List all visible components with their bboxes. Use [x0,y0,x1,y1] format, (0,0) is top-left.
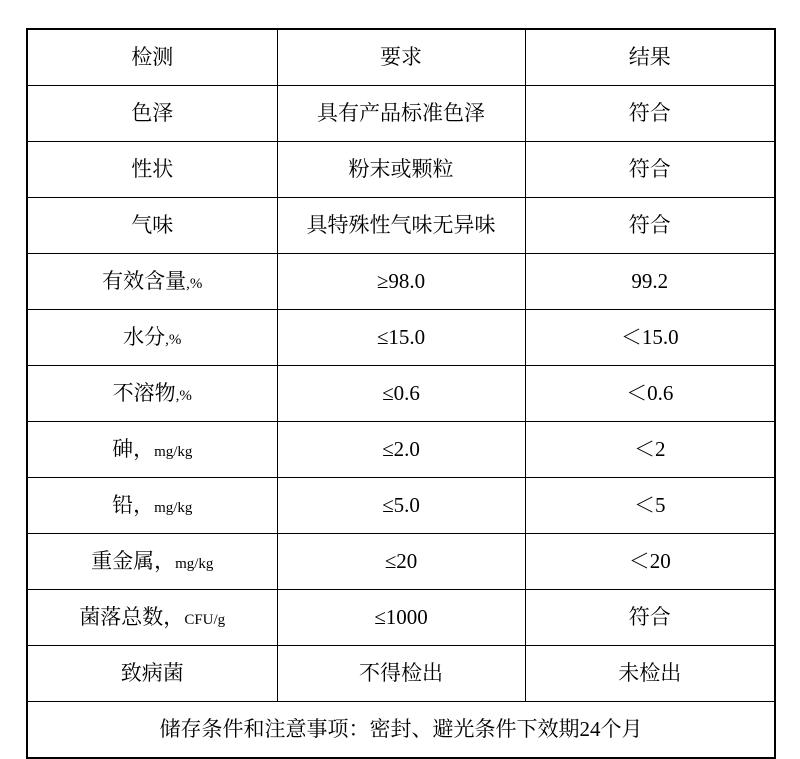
cell-item-unit: mg/kg [154,443,193,460]
table-row [27,142,775,198]
cell-item-unit: mg/kg [154,499,193,516]
table-row [27,478,775,534]
cell-item-text: 有效含量 [102,268,187,293]
cell-requirement: 不得检出 [277,646,525,702]
cell-item-unit: ,% [175,387,192,404]
table-row [27,590,775,646]
cell-item-text: 色泽 [131,100,174,125]
cell-item-text: 不溶物 [112,380,176,405]
table-row [27,366,775,422]
cell-result: ＜20 [525,534,775,590]
table-row [27,198,775,254]
cell-requirement: 具特殊性气味无异味 [277,198,525,254]
cell-requirement: ≥98.0 [277,254,525,310]
table-row [27,310,775,366]
cell-result: 符合 [525,590,775,646]
cell-item [27,254,277,310]
cell-item [27,310,277,366]
cell-requirement: ≤5.0 [277,478,525,534]
cell-item [27,86,277,142]
cell-item [27,142,277,198]
cell-requirement: ≤1000 [277,590,525,646]
cell-requirement: 粉末或颗粒 [277,142,525,198]
cell-result: 99.2 [525,254,775,310]
cell-result: ＜2 [525,422,775,478]
table-row [27,646,775,702]
cell-item-text: 性状 [131,156,174,181]
cell-result: 符合 [525,86,775,142]
storage-note: 储存条件和注意事项：密封、避光条件下效期24个月 [27,702,775,759]
cell-item-text: 铅， [112,492,155,517]
cell-item-text: 菌落总数， [79,604,185,629]
cell-item-text: 砷， [112,436,155,461]
cell-result: ＜0.6 [525,366,775,422]
cell-item [27,198,277,254]
specification-table [26,28,776,759]
header-cell-result: 结果 [525,29,775,86]
cell-result: ＜15.0 [525,310,775,366]
cell-item-text: 致病菌 [120,660,184,685]
table-row [27,86,775,142]
cell-result: 未检出 [525,646,775,702]
cell-item-unit: ,% [186,275,203,292]
cell-item-unit: mg/kg [175,555,214,572]
cell-result: 符合 [525,142,775,198]
table-row [27,534,775,590]
cell-item [27,366,277,422]
table-row [27,422,775,478]
cell-requirement: 具有产品标准色泽 [277,86,525,142]
cell-item-text: 气味 [131,212,174,237]
cell-item [27,646,277,702]
cell-result: ＜5 [525,478,775,534]
cell-requirement: ≤20 [277,534,525,590]
cell-result: 符合 [525,198,775,254]
cell-item [27,422,277,478]
cell-item [27,590,277,646]
cell-item-text: 重金属， [91,548,176,573]
header-cell-item: 检测 [27,29,277,86]
cell-item-unit: ,% [165,331,182,348]
cell-requirement: ≤15.0 [277,310,525,366]
cell-requirement: ≤2.0 [277,422,525,478]
cell-requirement: ≤0.6 [277,366,525,422]
table-body [27,29,775,758]
cell-item [27,478,277,534]
cell-item [27,534,277,590]
cell-item-text: 水分 [123,324,166,349]
table-row [27,254,775,310]
cell-item-unit: CFU/g [184,611,226,628]
table-header-row [27,29,775,86]
header-cell-requirement: 要求 [277,29,525,86]
